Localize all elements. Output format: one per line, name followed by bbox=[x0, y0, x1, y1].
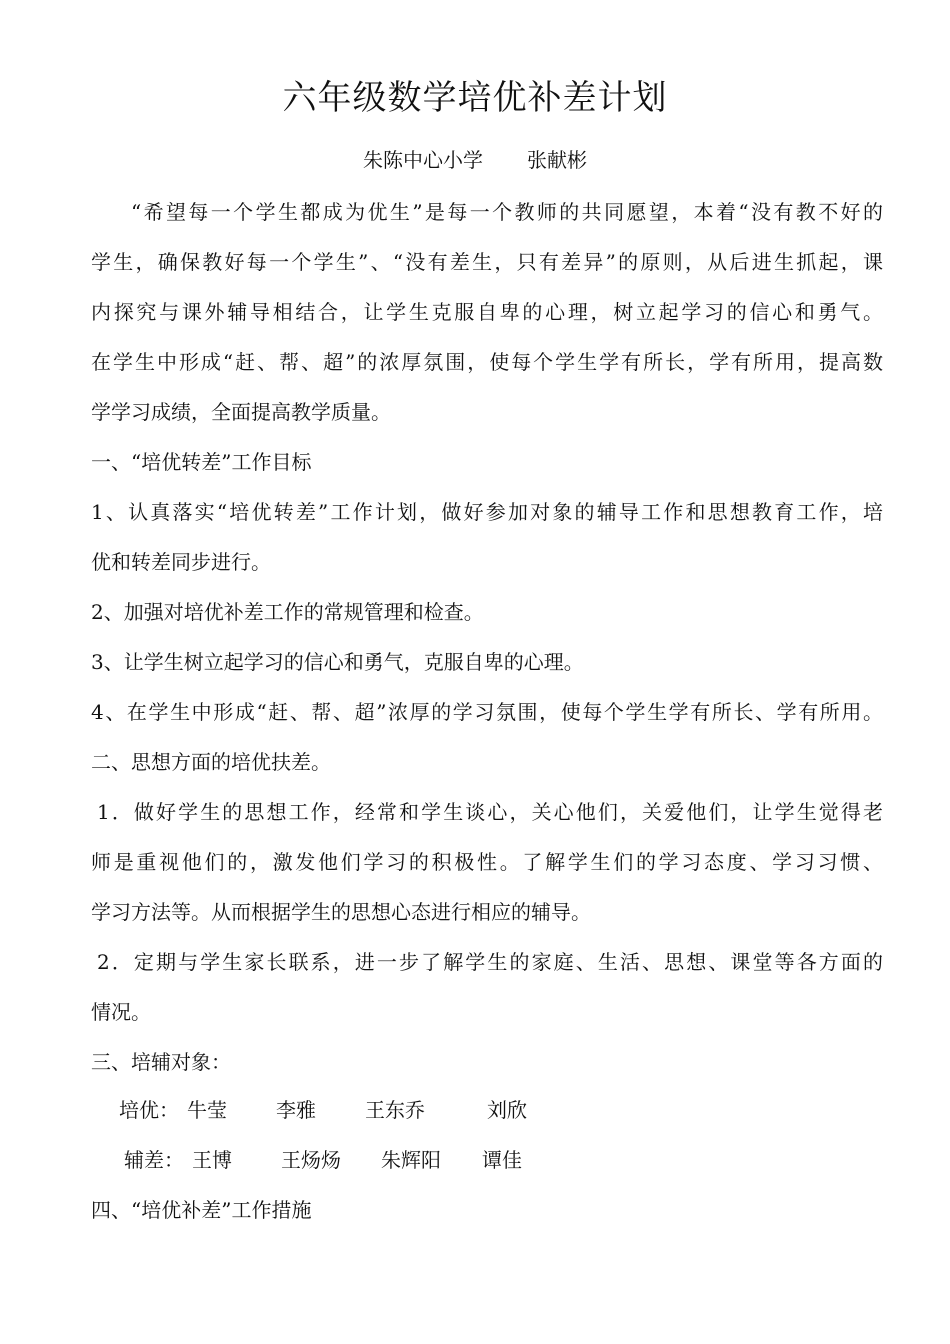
paragraph-line: “希望每一个学生都成为优生”是每一个教师的共同愿望，本着“没有教不好的 bbox=[131, 200, 883, 224]
section-heading-2: 二、思想方面的培优扶差。 bbox=[91, 750, 331, 774]
paragraph-line: 3、让学生树立起学习的信心和勇气，克服自卑的心理。 bbox=[91, 650, 584, 674]
paragraph-line: 2、加强对培优补差工作的常规管理和检查。 bbox=[91, 600, 484, 624]
document-title: 六年级数学培优补差计划 bbox=[282, 78, 668, 118]
paragraph-line: 2．定期与学生家长联系，进一步了解学生的家庭、生活、思想、课堂等各方面的 bbox=[97, 950, 883, 974]
student-name: 刘欣 bbox=[487, 1098, 527, 1122]
paragraph-line: 在学生中形成“赶、帮、超”的浓厚氛围，使每个学生学有所长，学有所用，提高数 bbox=[91, 350, 883, 374]
student-name: 朱辉阳 bbox=[381, 1148, 441, 1172]
author-school: 朱陈中心小学 bbox=[363, 148, 483, 172]
paragraph-line: 1、认真落实“培优转差”工作计划，做好参加对象的辅导工作和思想教育工作，培 bbox=[91, 500, 883, 524]
peiyou-label: 培优： bbox=[119, 1098, 179, 1122]
author-line bbox=[0, 146, 950, 174]
student-name: 王东乔 bbox=[365, 1098, 425, 1122]
student-name: 牛莹 bbox=[187, 1098, 227, 1122]
paragraph-line: 学生，确保教好每一个学生”、“没有差生，只有差异”的原则，从后进生抓起，课 bbox=[91, 250, 883, 274]
paragraph-line: 情况。 bbox=[91, 1000, 151, 1024]
author-name: 张献彬 bbox=[527, 148, 587, 172]
section-heading-4: 四、“培优补差”工作措施 bbox=[91, 1198, 312, 1222]
student-name: 王博 bbox=[192, 1148, 232, 1172]
section-heading-1: 一、“培优转差”工作目标 bbox=[91, 450, 312, 474]
paragraph-line: 师是重视他们的，激发他们学习的积极性。了解学生们的学习态度、学习习惯、 bbox=[91, 850, 883, 874]
student-name: 李雅 bbox=[276, 1098, 316, 1122]
student-name: 王炀炀 bbox=[281, 1148, 341, 1172]
paragraph-line: 内探究与课外辅导相结合，让学生克服自卑的心理，树立起学习的信心和勇气。 bbox=[91, 300, 883, 324]
paragraph-line: 学习方法等。从而根据学生的思想心态进行相应的辅导。 bbox=[91, 900, 591, 924]
paragraph-line: 学学习成绩，全面提高教学质量。 bbox=[91, 400, 391, 424]
paragraph-line: 优和转差同步进行。 bbox=[91, 550, 271, 574]
paragraph-line: 4、在学生中形成“赶、帮、超”浓厚的学习氛围，使每个学生学有所长、学有所用。 bbox=[91, 700, 883, 724]
section-heading-3: 三、培辅对象： bbox=[91, 1050, 231, 1074]
student-name: 谭佳 bbox=[482, 1148, 522, 1172]
paragraph-line: 1．做好学生的思想工作，经常和学生谈心，关心他们，关爱他们，让学生觉得老 bbox=[97, 800, 883, 824]
fucha-label: 辅差： bbox=[124, 1148, 184, 1172]
